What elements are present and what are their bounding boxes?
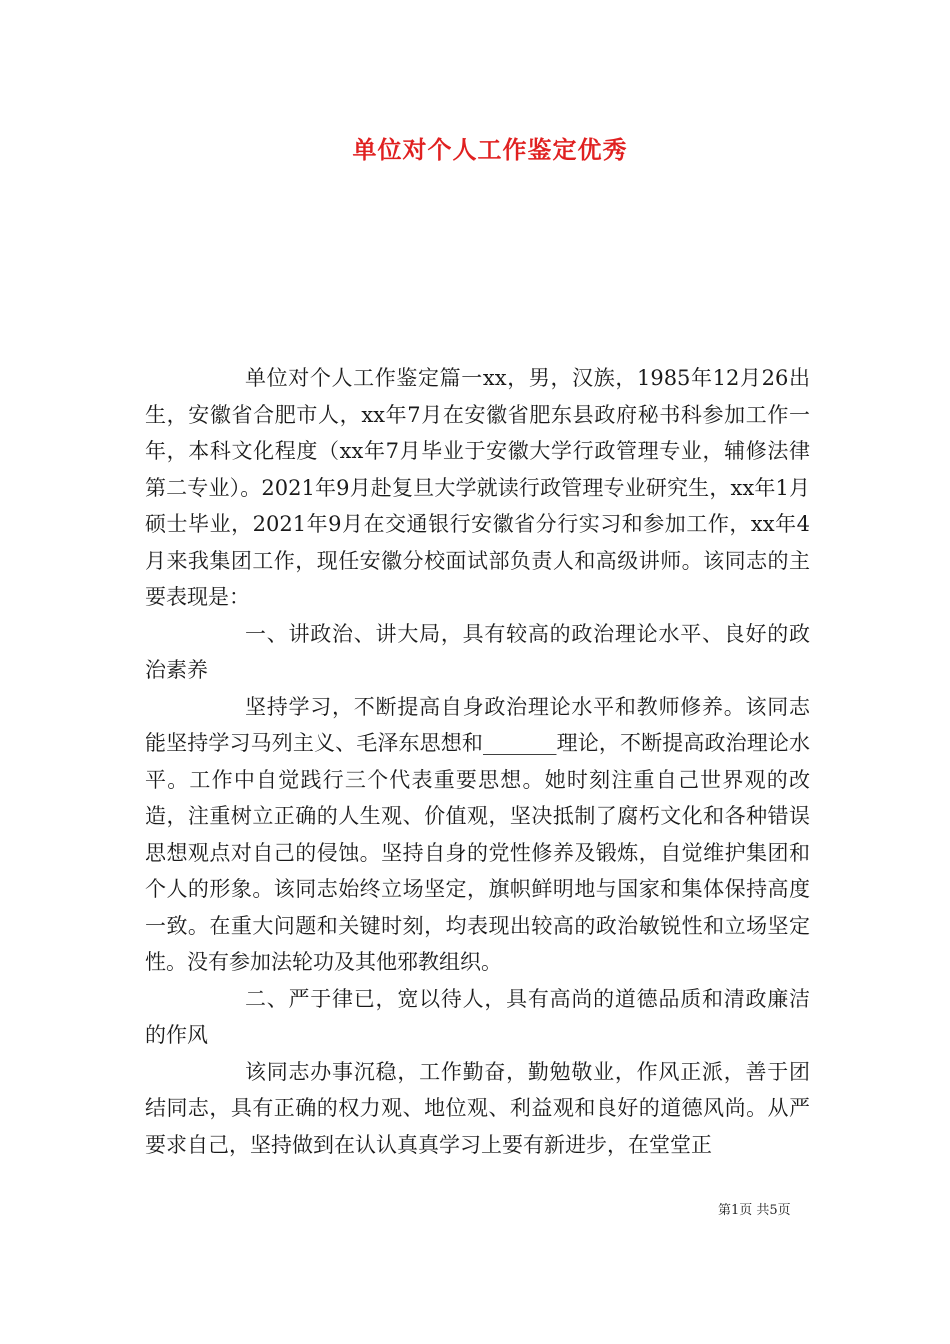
- section-heading-2: 二、严于律已，宽以待人，具有高尚的道德品质和清政廉洁的作风: [145, 986, 810, 1047]
- page-number-footer: 第1页 共5页: [718, 1203, 791, 1218]
- document-body: [145, 360, 810, 1163]
- paragraph-section-1: 坚持学习，不断提高自身政治理论水平和教师修养。该同志能坚持学习马列主义、毛泽东思想和_______理论，不断提高政治理论水平。工作中自觉践行三个代表重要思想。她时刻注重自己世界观的改造，注重树立正确的人生观、价值观，坚决抵制了腐朽文化和各种错误思想观点对自己的侵蚀。坚持自身的党性修养及锻炼，自觉维护集团和个人的形象。该同志始终立场坚定，旗帜鲜明地与国家和集体保持高度一致。在重大问题和关键时刻，均表现出较高的政治敏锐性和立场坚定性。没有参加法轮功及其他邪教组织。: [145, 694, 810, 974]
- document-title: 单位对个人工作鉴定优秀: [352, 135, 628, 164]
- paragraph-intro: 单位对个人工作鉴定篇一xx，男，汉族，1985年12月26出生，安徽省合肥市人，xx年7月在安徽省肥东县政府秘书科参加工作一年，本科文化程度（xx年7月毕业于安徽大学行政管理专业，辅修法律第二专业）。2021年9月赴复旦大学就读行政管理专业研究生，xx年1月硕士毕业，2021年9月在交通银行安徽省分行实习和参加工作，xx年4月来我集团工作，现任安徽分校面试部负责人和高级讲师。该同志的主要表现是：: [145, 366, 810, 609]
- paragraph-section-2: 该同志办事沉稳，工作勤奋，勤勉敬业，作风正派，善于团结同志，具有正确的权力观、地位观、利益观和良好的道德风尚。从严要求自己，坚持做到在认认真真学习上要有新进步，在堂堂正: [145, 1059, 810, 1157]
- section-heading-1: 一、讲政治、讲大局，具有较高的政治理论水平、良好的政治素养: [145, 621, 810, 682]
